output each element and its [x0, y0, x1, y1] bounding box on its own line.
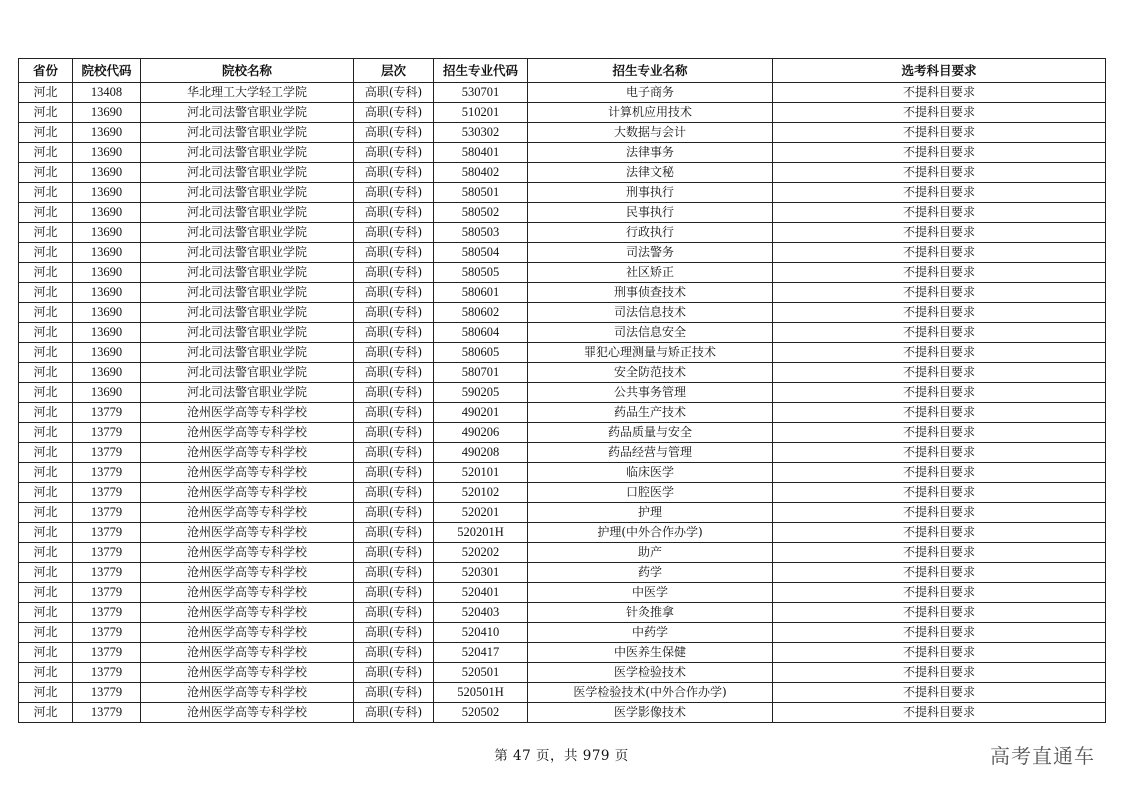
table-row [19, 343, 1106, 363]
cell-level: 高职(专科) [354, 123, 434, 143]
cell-province: 河北 [19, 343, 73, 363]
cell-school-code: 13779 [73, 703, 141, 723]
cell-major-code: 580503 [434, 223, 528, 243]
cell-level: 高职(专科) [354, 683, 434, 703]
cell-major-code: 590205 [434, 383, 528, 403]
cell-subject-requirement: 不提科目要求 [773, 263, 1106, 283]
table-body [19, 83, 1106, 723]
table-row [19, 463, 1106, 483]
cell-school-code: 13690 [73, 363, 141, 383]
table-row [19, 523, 1106, 543]
cell-level: 高职(专科) [354, 383, 434, 403]
cell-subject-requirement: 不提科目要求 [773, 663, 1106, 683]
cell-major-code: 520401 [434, 583, 528, 603]
cell-level: 高职(专科) [354, 203, 434, 223]
cell-province: 河北 [19, 403, 73, 423]
cell-level: 高职(专科) [354, 443, 434, 463]
cell-level: 高职(专科) [354, 403, 434, 423]
cell-province: 河北 [19, 643, 73, 663]
cell-school-name: 沧州医学高等专科学校 [141, 543, 354, 563]
cell-major-name: 司法信息技术 [528, 303, 773, 323]
cell-school-name: 河北司法警官职业学院 [141, 283, 354, 303]
cell-level: 高职(专科) [354, 583, 434, 603]
cell-school-name: 沧州医学高等专科学校 [141, 463, 354, 483]
cell-level: 高职(专科) [354, 463, 434, 483]
cell-level: 高职(专科) [354, 503, 434, 523]
cell-province: 河北 [19, 423, 73, 443]
cell-major-code: 510201 [434, 103, 528, 123]
cell-major-name: 医学检验技术(中外合作办学) [528, 683, 773, 703]
cell-school-code: 13690 [73, 343, 141, 363]
cell-major-name: 医学影像技术 [528, 703, 773, 723]
cell-school-name: 沧州医学高等专科学校 [141, 443, 354, 463]
table-row [19, 323, 1106, 343]
cell-province: 河北 [19, 483, 73, 503]
cell-level: 高职(专科) [354, 283, 434, 303]
cell-province: 河北 [19, 623, 73, 643]
cell-major-name: 法律事务 [528, 143, 773, 163]
table-row [19, 383, 1106, 403]
cell-school-code: 13690 [73, 123, 141, 143]
table-row [19, 503, 1106, 523]
cell-level: 高职(专科) [354, 483, 434, 503]
cell-school-name: 河北司法警官职业学院 [141, 103, 354, 123]
cell-major-code: 580605 [434, 343, 528, 363]
cell-major-code: 530701 [434, 83, 528, 103]
cell-major-code: 580602 [434, 303, 528, 323]
cell-subject-requirement: 不提科目要求 [773, 703, 1106, 723]
cell-major-code: 520202 [434, 543, 528, 563]
cell-school-name: 沧州医学高等专科学校 [141, 583, 354, 603]
cell-school-code: 13690 [73, 303, 141, 323]
cell-major-name: 临床医学 [528, 463, 773, 483]
table-row [19, 203, 1106, 223]
header-subject-requirement: 选考科目要求 [773, 59, 1106, 83]
cell-major-name: 罪犯心理测量与矫正技术 [528, 343, 773, 363]
table-row [19, 643, 1106, 663]
cell-province: 河北 [19, 263, 73, 283]
cell-major-name: 司法警务 [528, 243, 773, 263]
cell-subject-requirement: 不提科目要求 [773, 583, 1106, 603]
cell-school-name: 沧州医学高等专科学校 [141, 523, 354, 543]
cell-school-name: 河北司法警官职业学院 [141, 243, 354, 263]
cell-major-code: 580601 [434, 283, 528, 303]
cell-major-name: 司法信息安全 [528, 323, 773, 343]
cell-major-code: 580401 [434, 143, 528, 163]
cell-major-name: 行政执行 [528, 223, 773, 243]
cell-major-name: 中药学 [528, 623, 773, 643]
cell-major-code: 580501 [434, 183, 528, 203]
table-row [19, 163, 1106, 183]
header-school-code: 院校代码 [73, 59, 141, 83]
cell-level: 高职(专科) [354, 143, 434, 163]
cell-school-name: 河北司法警官职业学院 [141, 203, 354, 223]
cell-major-code: 520301 [434, 563, 528, 583]
cell-major-code: 490208 [434, 443, 528, 463]
cell-major-code: 520403 [434, 603, 528, 623]
table-row [19, 583, 1106, 603]
cell-subject-requirement: 不提科目要求 [773, 83, 1106, 103]
table-row [19, 423, 1106, 443]
cell-subject-requirement: 不提科目要求 [773, 683, 1106, 703]
cell-school-code: 13690 [73, 203, 141, 223]
cell-school-code: 13779 [73, 523, 141, 543]
cell-school-name: 沧州医学高等专科学校 [141, 483, 354, 503]
cell-province: 河北 [19, 183, 73, 203]
cell-level: 高职(专科) [354, 663, 434, 683]
table-header-row [19, 59, 1106, 83]
cell-major-name: 助产 [528, 543, 773, 563]
cell-school-code: 13779 [73, 563, 141, 583]
cell-major-code: 520102 [434, 483, 528, 503]
header-major-name: 招生专业名称 [528, 59, 773, 83]
cell-level: 高职(专科) [354, 543, 434, 563]
cell-major-name: 药品质量与安全 [528, 423, 773, 443]
cell-school-name: 河北司法警官职业学院 [141, 323, 354, 343]
cell-province: 河北 [19, 503, 73, 523]
cell-school-code: 13690 [73, 383, 141, 403]
cell-level: 高职(专科) [354, 263, 434, 283]
cell-province: 河北 [19, 83, 73, 103]
cell-school-name: 河北司法警官职业学院 [141, 123, 354, 143]
cell-school-code: 13690 [73, 243, 141, 263]
admission-table-container [18, 58, 1105, 723]
cell-province: 河北 [19, 243, 73, 263]
cell-subject-requirement: 不提科目要求 [773, 563, 1106, 583]
cell-school-name: 沧州医学高等专科学校 [141, 503, 354, 523]
cell-school-code: 13779 [73, 403, 141, 423]
cell-school-code: 13779 [73, 603, 141, 623]
cell-province: 河北 [19, 603, 73, 623]
page-number: 第 47 页，共 979 页 [494, 748, 629, 764]
cell-province: 河北 [19, 163, 73, 183]
watermark-text: 高考直通车 [990, 744, 1095, 768]
cell-major-code: 580701 [434, 363, 528, 383]
cell-school-code: 13779 [73, 583, 141, 603]
cell-level: 高职(专科) [354, 103, 434, 123]
cell-school-code: 13779 [73, 443, 141, 463]
cell-subject-requirement: 不提科目要求 [773, 223, 1106, 243]
cell-school-name: 河北司法警官职业学院 [141, 383, 354, 403]
cell-subject-requirement: 不提科目要求 [773, 163, 1106, 183]
cell-major-name: 民事执行 [528, 203, 773, 223]
cell-level: 高职(专科) [354, 623, 434, 643]
cell-major-name: 法律文秘 [528, 163, 773, 183]
cell-level: 高职(专科) [354, 163, 434, 183]
cell-school-code: 13779 [73, 423, 141, 443]
cell-major-code: 520502 [434, 703, 528, 723]
cell-school-code: 13690 [73, 283, 141, 303]
cell-level: 高职(专科) [354, 303, 434, 323]
cell-major-code: 520201 [434, 503, 528, 523]
cell-level: 高职(专科) [354, 523, 434, 543]
cell-school-code: 13779 [73, 543, 141, 563]
cell-major-name: 口腔医学 [528, 483, 773, 503]
cell-major-name: 医学检验技术 [528, 663, 773, 683]
cell-level: 高职(专科) [354, 223, 434, 243]
table-row [19, 363, 1106, 383]
cell-province: 河北 [19, 103, 73, 123]
cell-province: 河北 [19, 143, 73, 163]
table-row [19, 403, 1106, 423]
cell-school-name: 河北司法警官职业学院 [141, 363, 354, 383]
cell-province: 河北 [19, 563, 73, 583]
table-row [19, 683, 1106, 703]
cell-subject-requirement: 不提科目要求 [773, 443, 1106, 463]
cell-major-name: 药品经营与管理 [528, 443, 773, 463]
table-row [19, 83, 1106, 103]
cell-major-code: 580402 [434, 163, 528, 183]
cell-subject-requirement: 不提科目要求 [773, 363, 1106, 383]
cell-level: 高职(专科) [354, 183, 434, 203]
table-row [19, 703, 1106, 723]
cell-subject-requirement: 不提科目要求 [773, 503, 1106, 523]
cell-major-name: 刑事侦查技术 [528, 283, 773, 303]
cell-level: 高职(专科) [354, 363, 434, 383]
cell-subject-requirement: 不提科目要求 [773, 643, 1106, 663]
table-row [19, 623, 1106, 643]
cell-province: 河北 [19, 443, 73, 463]
cell-province: 河北 [19, 383, 73, 403]
cell-level: 高职(专科) [354, 603, 434, 623]
cell-school-name: 河北司法警官职业学院 [141, 223, 354, 243]
cell-school-code: 13779 [73, 683, 141, 703]
cell-subject-requirement: 不提科目要求 [773, 483, 1106, 503]
table-row [19, 123, 1106, 143]
admission-table [18, 58, 1106, 723]
table-row [19, 243, 1106, 263]
cell-level: 高职(专科) [354, 323, 434, 343]
cell-school-code: 13690 [73, 183, 141, 203]
table-row [19, 183, 1106, 203]
cell-subject-requirement: 不提科目要求 [773, 603, 1106, 623]
cell-school-name: 沧州医学高等专科学校 [141, 423, 354, 443]
cell-major-name: 中医学 [528, 583, 773, 603]
cell-province: 河北 [19, 283, 73, 303]
cell-school-name: 河北司法警官职业学院 [141, 143, 354, 163]
cell-major-code: 520101 [434, 463, 528, 483]
cell-province: 河北 [19, 583, 73, 603]
cell-major-code: 580604 [434, 323, 528, 343]
cell-major-code: 520501 [434, 663, 528, 683]
cell-school-name: 河北司法警官职业学院 [141, 303, 354, 323]
table-row [19, 223, 1106, 243]
cell-province: 河北 [19, 363, 73, 383]
cell-major-code: 520501H [434, 683, 528, 703]
cell-level: 高职(专科) [354, 703, 434, 723]
cell-province: 河北 [19, 703, 73, 723]
cell-school-code: 13690 [73, 163, 141, 183]
cell-subject-requirement: 不提科目要求 [773, 463, 1106, 483]
cell-major-code: 580502 [434, 203, 528, 223]
cell-school-name: 沧州医学高等专科学校 [141, 683, 354, 703]
cell-province: 河北 [19, 323, 73, 343]
cell-school-name: 河北司法警官职业学院 [141, 263, 354, 283]
cell-school-name: 沧州医学高等专科学校 [141, 663, 354, 683]
cell-school-code: 13690 [73, 263, 141, 283]
cell-school-name: 河北司法警官职业学院 [141, 163, 354, 183]
cell-major-code: 530302 [434, 123, 528, 143]
cell-subject-requirement: 不提科目要求 [773, 423, 1106, 443]
cell-subject-requirement: 不提科目要求 [773, 203, 1106, 223]
cell-major-code: 520410 [434, 623, 528, 643]
cell-major-code: 580505 [434, 263, 528, 283]
cell-level: 高职(专科) [354, 423, 434, 443]
table-row [19, 563, 1106, 583]
cell-major-name: 电子商务 [528, 83, 773, 103]
cell-major-code: 490201 [434, 403, 528, 423]
cell-major-name: 护理 [528, 503, 773, 523]
cell-subject-requirement: 不提科目要求 [773, 543, 1106, 563]
cell-school-code: 13779 [73, 643, 141, 663]
cell-major-name: 针灸推拿 [528, 603, 773, 623]
cell-subject-requirement: 不提科目要求 [773, 243, 1106, 263]
cell-subject-requirement: 不提科目要求 [773, 303, 1106, 323]
cell-level: 高职(专科) [354, 243, 434, 263]
table-row [19, 263, 1106, 283]
cell-province: 河北 [19, 523, 73, 543]
cell-school-code: 13779 [73, 503, 141, 523]
cell-school-name: 沧州医学高等专科学校 [141, 623, 354, 643]
cell-major-code: 580504 [434, 243, 528, 263]
cell-level: 高职(专科) [354, 83, 434, 103]
cell-subject-requirement: 不提科目要求 [773, 403, 1106, 423]
table-row [19, 303, 1106, 323]
cell-province: 河北 [19, 663, 73, 683]
cell-subject-requirement: 不提科目要求 [773, 103, 1106, 123]
cell-subject-requirement: 不提科目要求 [773, 143, 1106, 163]
cell-province: 河北 [19, 303, 73, 323]
cell-school-name: 沧州医学高等专科学校 [141, 563, 354, 583]
cell-province: 河北 [19, 123, 73, 143]
cell-subject-requirement: 不提科目要求 [773, 123, 1106, 143]
cell-major-name: 公共事务管理 [528, 383, 773, 403]
cell-school-code: 13690 [73, 223, 141, 243]
cell-subject-requirement: 不提科目要求 [773, 323, 1106, 343]
cell-level: 高职(专科) [354, 343, 434, 363]
cell-subject-requirement: 不提科目要求 [773, 343, 1106, 363]
cell-school-name: 沧州医学高等专科学校 [141, 603, 354, 623]
cell-major-name: 刑事执行 [528, 183, 773, 203]
cell-school-code: 13690 [73, 323, 141, 343]
cell-school-name: 沧州医学高等专科学校 [141, 643, 354, 663]
cell-province: 河北 [19, 223, 73, 243]
cell-major-name: 药学 [528, 563, 773, 583]
table-row [19, 483, 1106, 503]
cell-school-name: 河北司法警官职业学院 [141, 343, 354, 363]
cell-school-code: 13690 [73, 103, 141, 123]
header-major-code: 招生专业代码 [434, 59, 528, 83]
table-row [19, 283, 1106, 303]
cell-major-code: 490206 [434, 423, 528, 443]
cell-major-name: 中医养生保健 [528, 643, 773, 663]
cell-major-name: 护理(中外合作办学) [528, 523, 773, 543]
header-level: 层次 [354, 59, 434, 83]
cell-school-code: 13690 [73, 143, 141, 163]
cell-school-code: 13779 [73, 663, 141, 683]
cell-major-name: 安全防范技术 [528, 363, 773, 383]
cell-province: 河北 [19, 543, 73, 563]
cell-subject-requirement: 不提科目要求 [773, 283, 1106, 303]
cell-school-code: 13779 [73, 623, 141, 643]
cell-major-name: 药品生产技术 [528, 403, 773, 423]
cell-school-name: 沧州医学高等专科学校 [141, 403, 354, 423]
cell-school-code: 13408 [73, 83, 141, 103]
cell-major-name: 大数据与会计 [528, 123, 773, 143]
table-row [19, 603, 1106, 623]
cell-major-name: 计算机应用技术 [528, 103, 773, 123]
header-province: 省份 [19, 59, 73, 83]
cell-school-name: 沧州医学高等专科学校 [141, 703, 354, 723]
cell-major-code: 520201H [434, 523, 528, 543]
cell-province: 河北 [19, 463, 73, 483]
cell-school-name: 河北司法警官职业学院 [141, 183, 354, 203]
table-row [19, 143, 1106, 163]
cell-subject-requirement: 不提科目要求 [773, 523, 1106, 543]
cell-province: 河北 [19, 203, 73, 223]
header-school-name: 院校名称 [141, 59, 354, 83]
table-row [19, 543, 1106, 563]
cell-school-code: 13779 [73, 463, 141, 483]
table-row [19, 103, 1106, 123]
table-row [19, 663, 1106, 683]
cell-subject-requirement: 不提科目要求 [773, 183, 1106, 203]
cell-major-code: 520417 [434, 643, 528, 663]
table-row [19, 443, 1106, 463]
cell-subject-requirement: 不提科目要求 [773, 623, 1106, 643]
cell-level: 高职(专科) [354, 643, 434, 663]
cell-subject-requirement: 不提科目要求 [773, 383, 1106, 403]
cell-school-name: 华北理工大学轻工学院 [141, 83, 354, 103]
cell-major-name: 社区矫正 [528, 263, 773, 283]
cell-school-code: 13779 [73, 483, 141, 503]
cell-province: 河北 [19, 683, 73, 703]
cell-level: 高职(专科) [354, 563, 434, 583]
